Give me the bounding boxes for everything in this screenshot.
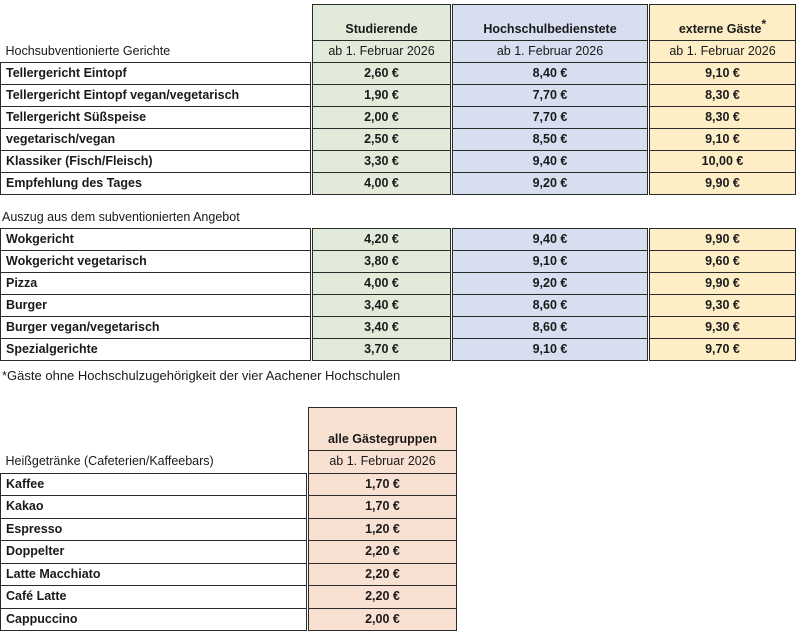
price-guests: 9,90 € <box>650 273 796 295</box>
table-row <box>1 151 796 173</box>
header-empty-label-cell <box>1 5 311 41</box>
table-row <box>1 608 457 631</box>
price-all-guest-groups: 2,00 € <box>309 608 457 631</box>
price-all-guest-groups: 1,20 € <box>309 518 457 541</box>
price-staff: 9,10 € <box>453 251 648 273</box>
table-row <box>1 518 457 541</box>
price-guests: 9,30 € <box>650 295 796 317</box>
dish-name: Tellergericht Eintopf vegan/vegetarisch <box>1 85 311 107</box>
price-students: 1,90 € <box>313 85 451 107</box>
dish-name: Klassiker (Fisch/Fleisch) <box>1 151 311 173</box>
table-row <box>1 317 796 339</box>
table-row <box>1 541 457 564</box>
price-all-guest-groups: 2,20 € <box>309 586 457 609</box>
drink-name: Doppelter <box>1 541 307 564</box>
price-students: 3,70 € <box>313 339 451 361</box>
price-all-guest-groups: 1,70 € <box>309 473 457 496</box>
hot-drinks-table <box>0 407 457 631</box>
table-row <box>1 339 796 361</box>
table-row <box>1 496 457 519</box>
price-guests: 9,70 € <box>650 339 796 361</box>
table-row <box>1 473 457 496</box>
section-label-hot-drinks: Heißgetränke (Cafeterien/Kaffeebars) <box>1 451 307 474</box>
table-subheader-row <box>1 41 796 63</box>
price-students: 4,00 € <box>313 273 451 295</box>
price-staff: 7,70 € <box>453 107 648 129</box>
extract-section-caption: Auszug aus dem subventionierten Angebot <box>2 210 240 224</box>
table-subheader-row <box>1 451 457 474</box>
table-row <box>1 173 796 195</box>
price-staff: 8,40 € <box>453 63 648 85</box>
table-row <box>1 273 796 295</box>
price-staff: 8,60 € <box>453 317 648 339</box>
dish-name: Wokgericht vegetarisch <box>1 251 311 273</box>
column-subheader-guests: ab 1. Februar 2026 <box>650 41 796 63</box>
price-staff: 8,50 € <box>453 129 648 151</box>
dish-name: Empfehlung des Tages <box>1 173 311 195</box>
price-students: 3,40 € <box>313 317 451 339</box>
price-staff: 9,40 € <box>453 229 648 251</box>
price-staff: 9,40 € <box>453 151 648 173</box>
drink-name: Kakao <box>1 496 307 519</box>
dish-name: Burger vegan/vegetarisch <box>1 317 311 339</box>
price-staff: 9,20 € <box>453 173 648 195</box>
dish-name: Burger <box>1 295 311 317</box>
dish-name: Tellergericht Süßspeise <box>1 107 311 129</box>
price-staff: 9,20 € <box>453 273 648 295</box>
price-guests: 8,30 € <box>650 85 796 107</box>
price-guests: 9,60 € <box>650 251 796 273</box>
price-students: 3,40 € <box>313 295 451 317</box>
column-header-staff: Hochschulbedienstete <box>453 5 648 41</box>
price-all-guest-groups: 1,70 € <box>309 496 457 519</box>
drink-name: Latte Macchiato <box>1 563 307 586</box>
price-staff: 9,10 € <box>453 339 648 361</box>
drink-name: Kaffee <box>1 473 307 496</box>
column-subheader-students: ab 1. Februar 2026 <box>313 41 451 63</box>
price-all-guest-groups: 2,20 € <box>309 541 457 564</box>
table-row <box>1 107 796 129</box>
table-row <box>1 251 796 273</box>
footnote-text: *Gäste ohne Hochschulzugehörigkeit der vier Aachener Hochschulen <box>2 368 401 383</box>
table-row <box>1 129 796 151</box>
price-all-guest-groups: 2,20 € <box>309 563 457 586</box>
price-students: 4,00 € <box>313 173 451 195</box>
table-row <box>1 295 796 317</box>
price-guests: 9,30 € <box>650 317 796 339</box>
dish-name: Wokgericht <box>1 229 311 251</box>
column-header-guests <box>650 5 796 41</box>
dish-name: Spezialgerichte <box>1 339 311 361</box>
price-guests: 10,00 € <box>650 151 796 173</box>
price-students: 3,80 € <box>313 251 451 273</box>
price-guests: 8,30 € <box>650 107 796 129</box>
table-row <box>1 586 457 609</box>
price-staff: 8,60 € <box>453 295 648 317</box>
table-row <box>1 85 796 107</box>
extract-offer-table <box>0 228 796 361</box>
column-header-students: Studierende <box>313 5 451 41</box>
dish-name: Tellergericht Eintopf <box>1 63 311 85</box>
drink-name: Cappuccino <box>1 608 307 631</box>
price-students: 4,20 € <box>313 229 451 251</box>
price-students: 2,00 € <box>313 107 451 129</box>
price-students: 2,60 € <box>313 63 451 85</box>
price-staff: 7,70 € <box>453 85 648 107</box>
table-header-row <box>1 408 457 451</box>
price-guests: 9,90 € <box>650 229 796 251</box>
table-row <box>1 63 796 85</box>
price-guests: 9,90 € <box>650 173 796 195</box>
price-guests: 9,10 € <box>650 129 796 151</box>
price-guests: 9,10 € <box>650 63 796 85</box>
table-row <box>1 563 457 586</box>
price-students: 2,50 € <box>313 129 451 151</box>
subsidized-dishes-table <box>0 4 796 195</box>
footnote-marker-asterisk: * <box>761 17 767 32</box>
section-label-subsidized: Hochsubventionierte Gerichte <box>1 41 311 63</box>
table-row <box>1 229 796 251</box>
drink-name: Espresso <box>1 518 307 541</box>
header-empty-label-cell <box>1 408 307 451</box>
column-subheader-staff: ab 1. Februar 2026 <box>453 41 648 63</box>
column-header-guests-text: externe Gäste <box>678 22 762 37</box>
dish-name: Pizza <box>1 273 311 295</box>
column-subheader-all-guest-groups: ab 1. Februar 2026 <box>309 451 457 474</box>
table-header-row <box>1 5 796 41</box>
dish-name: vegetarisch/vegan <box>1 129 311 151</box>
price-students: 3,30 € <box>313 151 451 173</box>
drink-name: Café Latte <box>1 586 307 609</box>
column-header-all-guest-groups: alle Gästegruppen <box>309 408 457 451</box>
